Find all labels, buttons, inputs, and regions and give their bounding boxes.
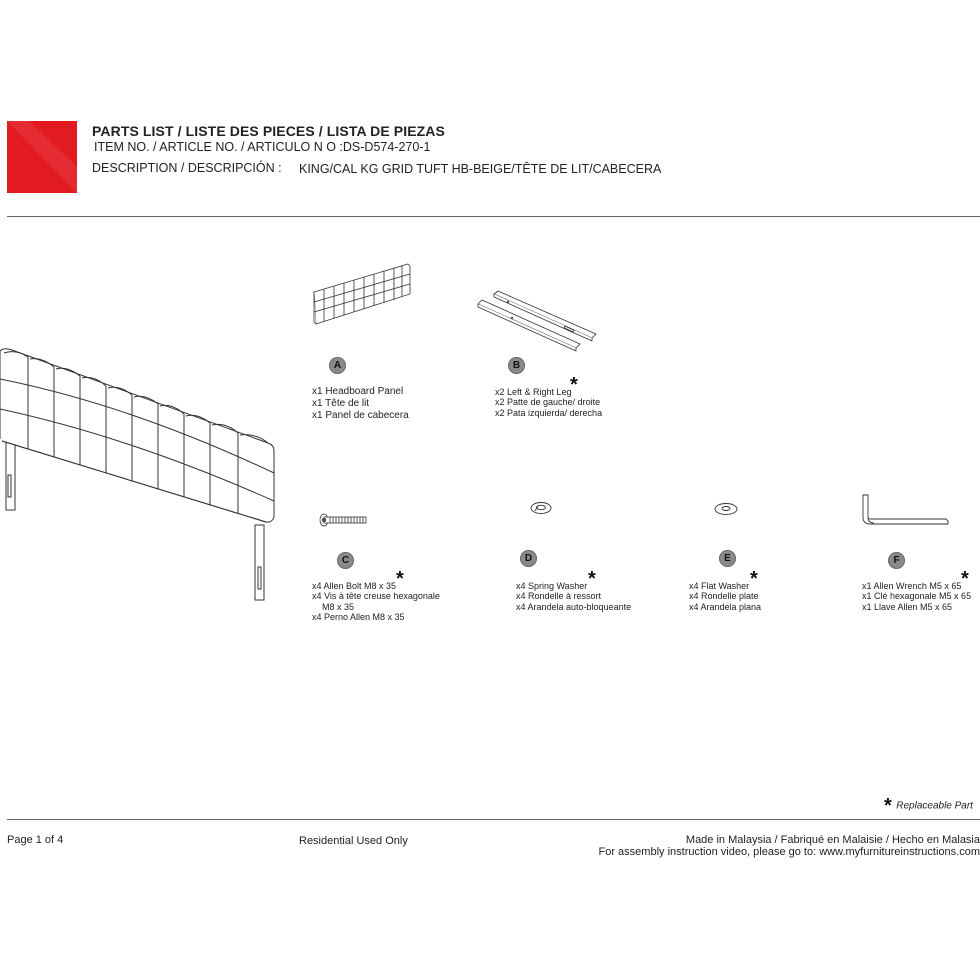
part-f-line-2: x1 Clé hexagonale M5 x 65 [862,591,972,602]
description-value: KING/CAL KG GRID TUFT HB-BEIGE/TÊTE DE LIT/CABECERA [299,162,662,176]
part-a-line-2: x1 Tête de lit [312,398,370,409]
part-c-line-2: x4 Vis à tête creuse hexagonale [312,591,440,602]
part-f-badge: F [888,552,905,569]
part-a-badge: A [329,357,346,374]
part-d-line-1: x4 Spring Washer [516,581,588,591]
parts-list-title: PARTS LIST / LISTE DES PIECES / LISTA DE PIEZAS [92,123,445,139]
part-d-spring-washer-illustration [529,500,553,521]
part-c-line-3: M8 x 35 [322,601,355,612]
assembly-video-link[interactable]: For assembly instruction video, please go to: www.myfurnitureinstructions.com [598,846,980,858]
part-f-replaceable-star: * [961,568,969,590]
description-label: DESCRIPTION / DESCRIPCIÓN : [92,161,282,175]
part-c-bolt-illustration [318,512,370,533]
part-e-line-2: x4 Rondelle plate [689,591,759,602]
replaceable-part-legend [884,796,973,816]
part-c-replaceable-star: * [396,568,404,590]
part-d-description [516,581,631,612]
part-e-replaceable-star: * [750,568,758,590]
legend-text: Replaceable Part [896,800,973,812]
part-a-line-1: x1 Headboard Panel [312,386,404,397]
country-of-origin: Made in Malaysia / Fabriqué en Malaisie / Hecho en Malasia [685,834,980,846]
part-e-badge: E [719,550,736,567]
part-d-badge: D [520,550,537,567]
part-a-illustration [312,262,414,335]
part-a-line-3: x1 Panel de cabecera [312,410,409,421]
part-c-badge: C [337,552,354,569]
brand-logo [7,121,77,193]
part-e-flat-washer-illustration [713,501,739,522]
part-a-description [312,386,409,422]
part-d-line-3: x4 Arandela auto-bloqueante [516,601,632,612]
part-f-line-1: x1 Allen Wrench M5 x 65 [862,581,962,591]
usage-note: Residential Used Only [299,835,408,847]
legend-star: * [884,795,892,817]
part-b-illustration [476,290,600,359]
assembled-headboard-illustration [0,345,280,610]
part-e-description [689,581,761,612]
header-divider [7,216,980,217]
part-c-line-4: x4 Perno Allen M8 x 35 [312,612,405,623]
part-b-replaceable-star: * [570,374,578,396]
part-f-line-3: x1 Llave Allen M5 x 65 [862,601,953,612]
part-b-line-1: x2 Left & Right Leg [495,387,572,397]
page-number: Page 1 of 4 [7,834,64,846]
footer-divider [7,819,980,820]
part-f-allen-wrench-illustration [858,493,952,532]
part-b-description [495,387,602,418]
part-e-line-3: x4 Arandela plana [689,601,762,612]
part-e-line-1: x4 Flat Washer [689,581,750,591]
part-d-replaceable-star: * [588,568,596,590]
part-b-badge: B [508,357,525,374]
part-d-line-2: x4 Rondelle à ressort [516,591,602,602]
part-b-line-2: x2 Patte de gauche/ droite [495,397,601,408]
part-b-line-3: x2 Pata izquierda/ derecha [495,407,603,418]
item-number: ITEM NO. / ARTICLE NO. / ARTICULO N O :DS-D574-270-1 [94,140,431,154]
part-c-description [312,581,440,623]
part-c-line-1: x4 Allen Bolt M8 x 35 [312,581,397,591]
part-f-description [862,581,971,612]
